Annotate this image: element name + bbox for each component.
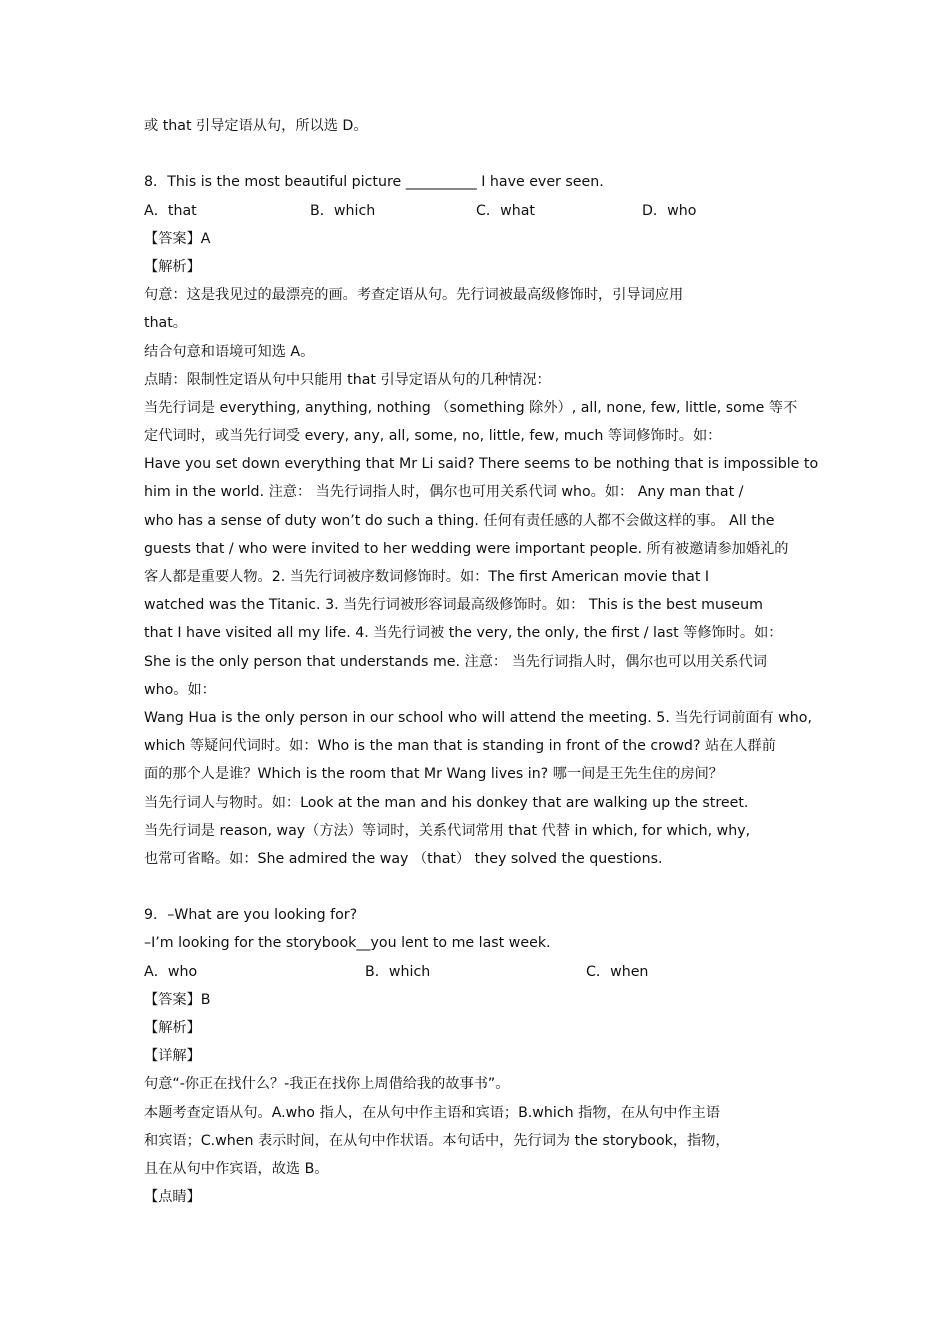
analysis-line: 定代词时，或当先行词受 every, any, all, some, no, little, few, much 等词修饰时。如： [144,428,722,445]
option-b: B．which [365,963,431,980]
option-d: D．who [642,202,697,219]
analysis-line: 当先行词是 everything, anything, nothing （something 除外）, all, none, few, little, some 等不 [144,399,798,416]
tip-heading: 【点睛】 [144,1189,201,1206]
analysis-line: which 等疑问代词时。如：Who is the man that is standing in front of the crowd? 站在人群前 [144,738,776,755]
question-8-text: 8．This is the most beautiful picture __________ I have ever seen. [144,174,604,191]
option-c: C．what [476,202,535,219]
analysis-line: 当先行词是 reason, way（方法）等词时，关系代词常用 that 代替 in which, for which, why, [144,822,751,839]
question-8-options [144,197,816,225]
detail-heading: 【详解】 [144,1048,201,1065]
detail-line: 本题考查定语从句。A.who 指人，在从句中作主语和宾语；B.which 指物，在从句中作主语 [144,1104,721,1121]
option-a: A．who [144,963,198,980]
option-a: A．that [144,202,197,219]
analysis-line: Have you set down everything that Mr Li said? There seems to be nothing that is impossible to [144,456,819,473]
analysis-line: who has a sense of duty won’t do such a thing. 任何有责任感的人都不会做这样的事。 All the [144,512,775,529]
document-page [144,112,819,1211]
analysis-line: that。 [144,315,187,332]
analysis-line: 点睛：限制性定语从句中只能用 that 引导定语从句的几种情况： [144,371,551,388]
analysis-line: Wang Hua is the only person in our school who will attend the meeting. 5. 当先行词前面有 who, [144,709,812,726]
detail-line: 句意“-你正在找什么？-我正在找你上周借给我的故事书”。 [144,1076,510,1093]
analysis-line: 当先行词人与物时。如：Look at the man and his donkey that are walking up the street. [144,794,749,811]
analysis-line: 客人都是重要人物。2. 当先行词被序数词修饰时。如：The first American movie that I [144,569,710,585]
answer-label: 【答案】B [144,991,211,1008]
detail-line: 且在从句中作宾语，故选 B。 [144,1160,329,1177]
option-c: C．when [586,963,649,980]
spacer [144,140,816,168]
question-9-line-2: –I’m looking for the storybook__you lent to me last week. [144,935,551,952]
analysis-line: 句意：这是我见过的最漂亮的画。考查定语从句。先行词被最高级修饰时，引导词应用 [144,287,684,304]
analysis-line: who。如： [144,681,216,698]
spacer [144,873,816,901]
intro-line: 或 that 引导定语从句，所以选 D。 [144,118,368,134]
analysis-line: 也常可省略。如：She admired the way （that） they solved the questions. [144,850,663,867]
question-9-line-1: 9．–What are you looking for? [144,907,358,924]
analysis-line: 面的那个人是谁？Which is the room that Mr Wang lives in? 哪一间是王先生住的房间？ [144,766,723,783]
analysis-heading: 【解析】 [144,258,201,275]
analysis-line: 结合句意和语境可知选 A。 [144,343,315,360]
analysis-line: that I have visited all my life. 4. 当先行词被 the very, the only, the first / last 等修饰时。如： [144,625,783,642]
question-9-options [144,958,816,986]
analysis-line: him in the world. 注意： 当先行词指人时，偶尔也可用关系代词 who。如： Any man that / [144,484,744,501]
analysis-line: guests that / who were invited to her wedding were important people. 所有被邀请参加婚礼的 [144,540,789,557]
detail-line: 和宾语；C.when 表示时间，在从句中作状语。本句话中，先行词为 the storybook，指物， [144,1132,730,1149]
analysis-heading: 【解析】 [144,1020,201,1036]
analysis-line: watched was the Titanic. 3. 当先行词被形容词最高级修饰时。如： This is the best museum [144,597,763,614]
analysis-line: She is the only person that understands me. 注意： 当先行词指人时，偶尔也可以用关系代词 [144,653,767,670]
answer-label: 【答案】A [144,230,211,247]
option-b: B．which [310,202,376,219]
